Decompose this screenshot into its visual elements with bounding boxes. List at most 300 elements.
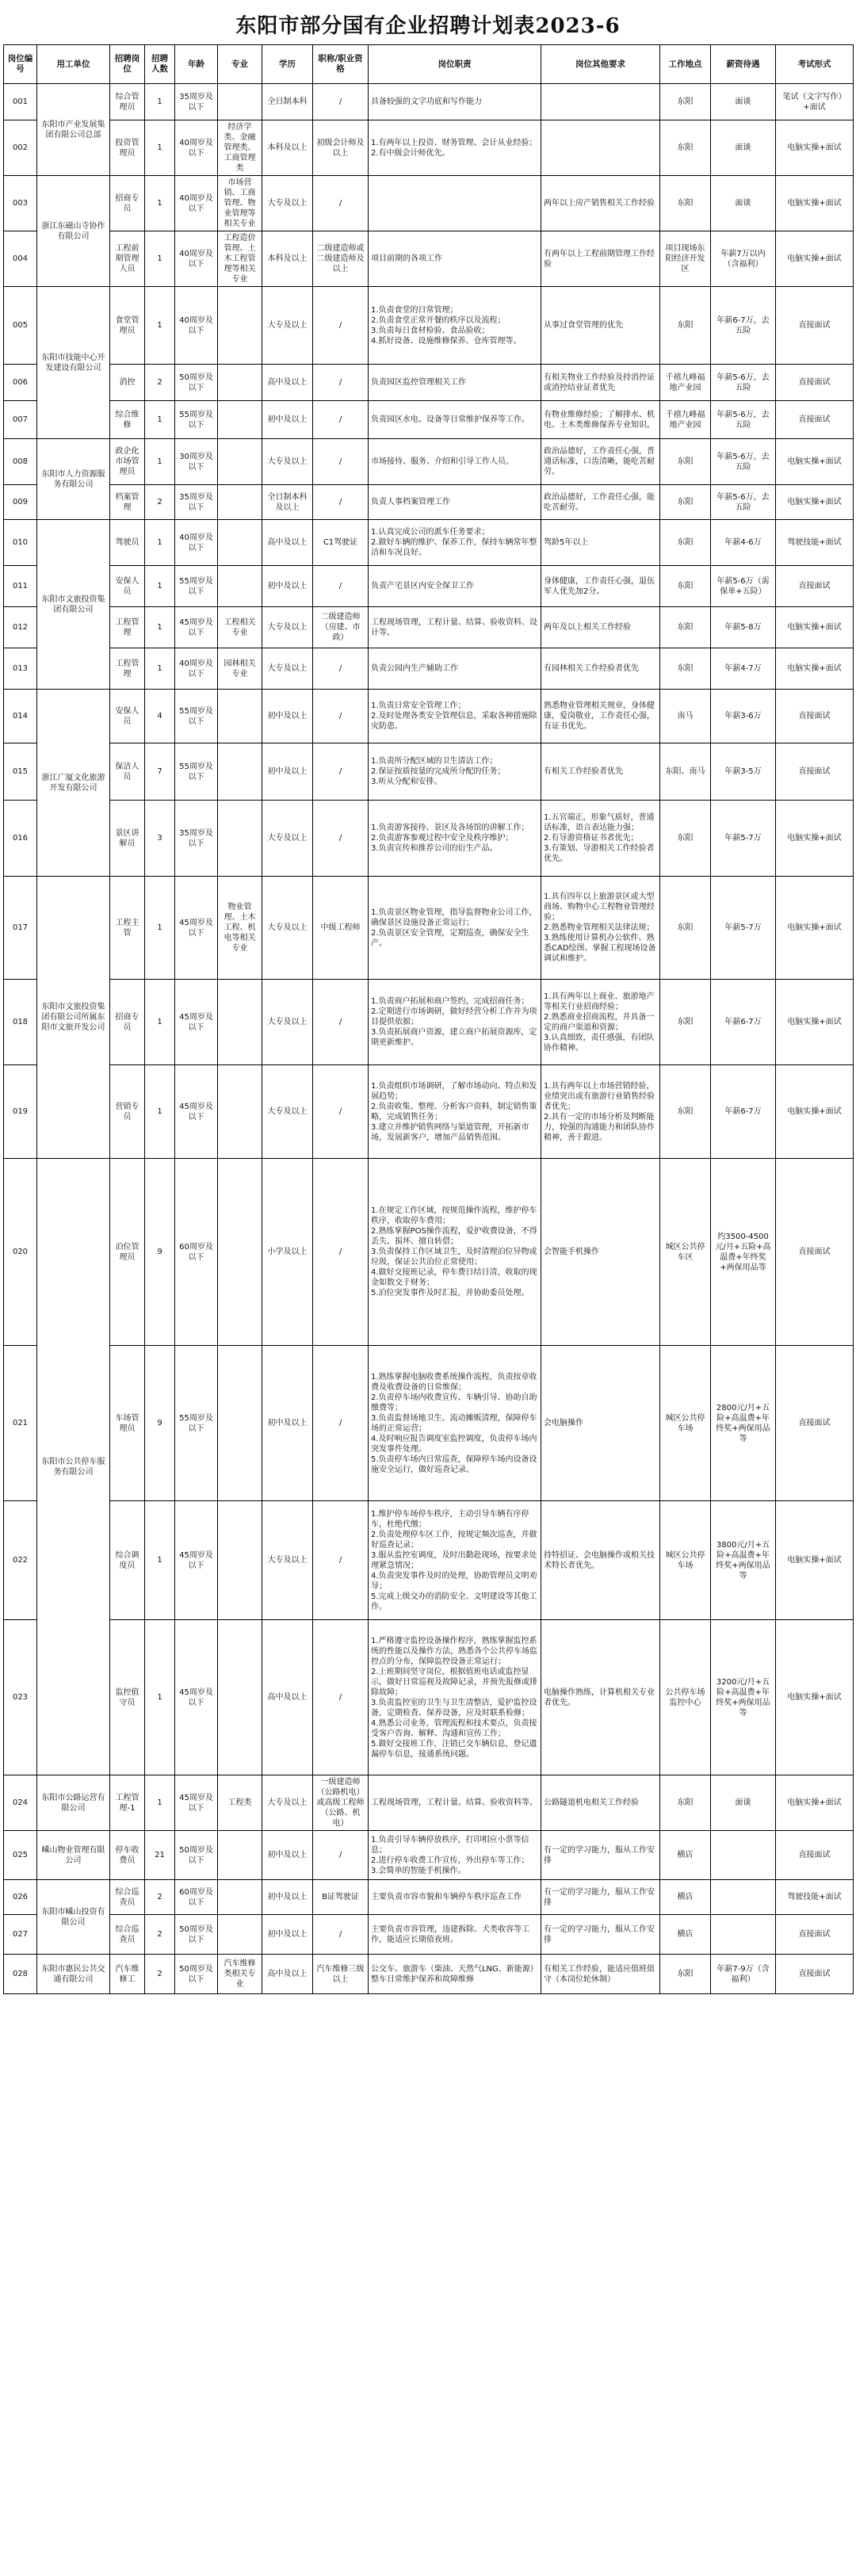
cell-title: / bbox=[313, 439, 369, 485]
cell-age: 50周岁及以下 bbox=[175, 365, 218, 401]
cell-post: 综合巡查员 bbox=[110, 1880, 145, 1915]
cell-exam: 电脑实操+面试 bbox=[776, 980, 854, 1065]
cell-num: 1 bbox=[145, 607, 175, 648]
cell-num: 1 bbox=[145, 1620, 175, 1775]
cell-pay: 年薪6-7万，去五险 bbox=[711, 287, 776, 365]
cell-duty: 1.熟练掌握电脑收费系统操作流程，负责按章收费及收费设备的日常维保； 2.负责停车场内收费宣传、车辆引导、协助自助缴费等； 3.负责监督场地卫生、流动摊贩清理，保障停车场的正常运营； 4.及时响应报告调度室监控调度，负责停车场内突发事件处理。 5.负责停车场内日常巡查，保障停车场内设备设施安全运行，做好巡查记录。 bbox=[369, 1346, 541, 1501]
cell-place: 城区公共停车场 bbox=[660, 1346, 711, 1501]
cell-req: 驾龄5年以上 bbox=[541, 520, 660, 566]
cell-num: 1 bbox=[145, 1775, 175, 1831]
cell-post: 档案管理 bbox=[110, 485, 145, 520]
cell-post: 工程前期管理人员 bbox=[110, 231, 145, 287]
cell-num: 2 bbox=[145, 1915, 175, 1955]
cell-id: 026 bbox=[4, 1880, 37, 1915]
cell-edu: 初中及以上 bbox=[262, 1915, 313, 1955]
cell-age: 55周岁及以下 bbox=[175, 743, 218, 801]
cell-title: / bbox=[313, 485, 369, 520]
cell-req: 会电脑操作 bbox=[541, 1346, 660, 1501]
cell-exam: 电脑实操+面试 bbox=[776, 1065, 854, 1159]
cell-pay: 年薪5-6万，去五险 bbox=[711, 485, 776, 520]
cell-edu: 小学及以上 bbox=[262, 1159, 313, 1346]
cell-post: 车场管理员 bbox=[110, 1346, 145, 1501]
cell-duty: 市场接待、服务、介绍和引导工作人员。 bbox=[369, 439, 541, 485]
cell-place: 东阳 bbox=[660, 84, 711, 120]
cell-exam: 笔试（文字写作）+面试 bbox=[776, 84, 854, 120]
table-row bbox=[4, 1880, 854, 1915]
cell-edu: 初中及以上 bbox=[262, 401, 313, 439]
cell-num: 2 bbox=[145, 1955, 175, 1994]
cell-edu: 初中及以上 bbox=[262, 690, 313, 743]
cell-place: 千禧九峰福地产业园 bbox=[660, 365, 711, 401]
cell-exam: 电脑实操+面试 bbox=[776, 877, 854, 980]
cell-major bbox=[218, 980, 262, 1065]
cell-exam: 电脑实操+面试 bbox=[776, 439, 854, 485]
header-pay: 薪资待遇 bbox=[711, 45, 776, 84]
cell-post: 食堂管理员 bbox=[110, 287, 145, 365]
table-row bbox=[4, 1915, 854, 1955]
cell-req: 政治品德好，工作责任心强，能吃苦耐劳。 bbox=[541, 485, 660, 520]
cell-major bbox=[218, 1159, 262, 1346]
cell-title: / bbox=[313, 801, 369, 877]
cell-duty: 1.负责组织市场调研，了解市场动向、特点和发展趋势； 2.负责收集、整理、分析客户资料，制定销售策略，完成销售任务； 3.建立并维护销售网络与渠道管理，开拓新市场，发展新客户，增加产品销售范围。 bbox=[369, 1065, 541, 1159]
table-row bbox=[4, 287, 854, 365]
table-row bbox=[4, 1831, 854, 1880]
cell-duty: 1.负责游客接待、景区及各场馆的讲解工作； 2.负责游客参观过程中安全及秩序维护； 3.负责宣传和推荐公司的衍生产品。 bbox=[369, 801, 541, 877]
cell-id: 004 bbox=[4, 231, 37, 287]
cell-exam: 直接面试 bbox=[776, 1915, 854, 1955]
table-row bbox=[4, 231, 854, 287]
cell-title: / bbox=[313, 980, 369, 1065]
cell-major bbox=[218, 690, 262, 743]
cell-major: 工程相关专业 bbox=[218, 607, 262, 648]
cell-unit: 东阳市惠民公共交通有限公司 bbox=[37, 1955, 110, 1994]
cell-pay: 年薪6-7万 bbox=[711, 980, 776, 1065]
header-edu: 学历 bbox=[262, 45, 313, 84]
cell-edu: 大专及以上 bbox=[262, 287, 313, 365]
cell-place: 东阳 bbox=[660, 287, 711, 365]
table-row bbox=[4, 1159, 854, 1346]
cell-place: 城区公共停车场 bbox=[660, 1501, 711, 1620]
cell-major bbox=[218, 287, 262, 365]
cell-pay: 年薪7-9万（含福利） bbox=[711, 1955, 776, 1994]
table-row bbox=[4, 176, 854, 231]
cell-req: 有相关工作经验者优先 bbox=[541, 743, 660, 801]
cell-major: 市场营销、工商管理、物业管理等相关专业 bbox=[218, 176, 262, 231]
cell-req: 有相关物业工作经验及持消控证或消控结业证者优先 bbox=[541, 365, 660, 401]
cell-major: 经济学类、金融管理类、工商管理类 bbox=[218, 120, 262, 176]
cell-post: 保洁人员 bbox=[110, 743, 145, 801]
cell-num: 2 bbox=[145, 365, 175, 401]
cell-title: / bbox=[313, 566, 369, 607]
cell-place: 东阳 bbox=[660, 120, 711, 176]
cell-post: 工程管理 bbox=[110, 607, 145, 648]
table-row bbox=[4, 1346, 854, 1501]
header-title: 职称/职业资格 bbox=[313, 45, 369, 84]
table-header-row bbox=[4, 45, 854, 84]
cell-duty: 1.认真完成公司的派车任务要求； 2.做好车辆的维护、保养工作，保持车辆常年整洁和车况良好。 bbox=[369, 520, 541, 566]
cell-id: 006 bbox=[4, 365, 37, 401]
cell-exam: 直接面试 bbox=[776, 1955, 854, 1994]
cell-major bbox=[218, 1915, 262, 1955]
cell-num: 9 bbox=[145, 1346, 175, 1501]
cell-title: / bbox=[313, 1065, 369, 1159]
cell-num: 1 bbox=[145, 566, 175, 607]
cell-edu: 初中及以上 bbox=[262, 1831, 313, 1880]
table-row bbox=[4, 520, 854, 566]
cell-post: 综合管理员 bbox=[110, 84, 145, 120]
cell-place: 东阳 bbox=[660, 648, 711, 690]
cell-num: 1 bbox=[145, 287, 175, 365]
cell-duty: 负责园区监控管理相关工作 bbox=[369, 365, 541, 401]
cell-id: 024 bbox=[4, 1775, 37, 1831]
cell-id: 025 bbox=[4, 1831, 37, 1880]
cell-req: 政治品德好，工作责任心强，普通话标准，口齿清晰，能吃苦耐劳。 bbox=[541, 439, 660, 485]
cell-edu: 全日制本科 bbox=[262, 84, 313, 120]
cell-pay: 3200元/月+五险+高温费+年终奖+两保用品等 bbox=[711, 1620, 776, 1775]
cell-major bbox=[218, 401, 262, 439]
cell-unit: 东阳市文旅投资集团有限公司所属东阳市文旅开发公司 bbox=[37, 877, 110, 1159]
cell-duty: 负责人事档案管理工作 bbox=[369, 485, 541, 520]
cell-num: 1 bbox=[145, 1065, 175, 1159]
cell-edu: 初中及以上 bbox=[262, 1346, 313, 1501]
table-row bbox=[4, 648, 854, 690]
cell-title: 汽车维修三级以上 bbox=[313, 1955, 369, 1994]
cell-id: 014 bbox=[4, 690, 37, 743]
cell-id: 001 bbox=[4, 84, 37, 120]
cell-exam: 电脑实操+面试 bbox=[776, 1775, 854, 1831]
cell-title: / bbox=[313, 648, 369, 690]
cell-duty: 1.负责所分配区域的卫生清洁工作； 2.保证按质按量的完成所分配的任务； 3.听从分配和安排。 bbox=[369, 743, 541, 801]
cell-id: 018 bbox=[4, 980, 37, 1065]
cell-req bbox=[541, 120, 660, 176]
cell-age: 35周岁及以下 bbox=[175, 801, 218, 877]
cell-age: 60周岁及以下 bbox=[175, 1159, 218, 1346]
cell-place: 东阳、南马 bbox=[660, 743, 711, 801]
cell-num: 1 bbox=[145, 1501, 175, 1620]
cell-major: 工程类 bbox=[218, 1775, 262, 1831]
cell-req: 有相关工作经验，能适应值班值守（本岗位轮休制） bbox=[541, 1955, 660, 1994]
cell-exam: 直接面试 bbox=[776, 365, 854, 401]
cell-exam: 电脑实操+面试 bbox=[776, 176, 854, 231]
cell-place: 东阳 bbox=[660, 980, 711, 1065]
cell-age: 40周岁及以下 bbox=[175, 231, 218, 287]
cell-exam: 直接面试 bbox=[776, 287, 854, 365]
cell-id: 015 bbox=[4, 743, 37, 801]
cell-post: 政企化市场管理员 bbox=[110, 439, 145, 485]
cell-exam: 直接面试 bbox=[776, 566, 854, 607]
cell-major bbox=[218, 1620, 262, 1775]
header-post: 招聘岗位 bbox=[110, 45, 145, 84]
cell-num: 4 bbox=[145, 690, 175, 743]
table-row bbox=[4, 1501, 854, 1620]
cell-id: 021 bbox=[4, 1346, 37, 1501]
cell-id: 020 bbox=[4, 1159, 37, 1346]
cell-title: 一级建造师（公路机电）或高级工程师（公路、机电） bbox=[313, 1775, 369, 1831]
cell-exam: 电脑实操+面试 bbox=[776, 1620, 854, 1775]
cell-title: / bbox=[313, 1831, 369, 1880]
cell-place: 东阳 bbox=[660, 877, 711, 980]
cell-duty: 负责产宅景区内安全保卫工作 bbox=[369, 566, 541, 607]
cell-major bbox=[218, 1501, 262, 1620]
header-num: 招聘人数 bbox=[145, 45, 175, 84]
cell-place: 横店 bbox=[660, 1831, 711, 1880]
cell-title: 二级建造师（房建、市政） bbox=[313, 607, 369, 648]
cell-num: 9 bbox=[145, 1159, 175, 1346]
cell-id: 007 bbox=[4, 401, 37, 439]
cell-major bbox=[218, 84, 262, 120]
header-duty: 岗位职责 bbox=[369, 45, 541, 84]
cell-edu: 高中及以上 bbox=[262, 520, 313, 566]
cell-age: 50周岁及以下 bbox=[175, 1915, 218, 1955]
table-row bbox=[4, 120, 854, 176]
cell-unit: 东阳市嵊山投资有限公司 bbox=[37, 1880, 110, 1955]
cell-pay: 年薪5-8万 bbox=[711, 607, 776, 648]
cell-pay: 年薪3-5万 bbox=[711, 743, 776, 801]
cell-major bbox=[218, 1065, 262, 1159]
cell-id: 002 bbox=[4, 120, 37, 176]
cell-age: 55周岁及以下 bbox=[175, 690, 218, 743]
cell-duty: 公交车、旅游车（柴油、天然气LNG、新能源）整车日常维护保养和故障维修 bbox=[369, 1955, 541, 1994]
cell-req: 1.具有四年以上旅游景区或大型商场、购物中心工程物业管理经验； 2.熟悉物业管理相关法律法规； 3.熟练使用计算机办公软件、熟悉CAD绘图、掌握工程现场设备调试和维护。 bbox=[541, 877, 660, 980]
cell-place: 城区公共停车区 bbox=[660, 1159, 711, 1346]
cell-duty: 主要负责市容管理，违建拆除、犬类收容等工作，能适应长期值夜班。 bbox=[369, 1915, 541, 1955]
cell-post: 工程管理 bbox=[110, 648, 145, 690]
cell-place: 东阳 bbox=[660, 801, 711, 877]
cell-req: 有物业维修经验；了解排水、机电、土木类维修保养专业知识。 bbox=[541, 401, 660, 439]
cell-duty: 1.有两年以上投资、财务管理、会计从业经验； 2.有中级会计师优先。 bbox=[369, 120, 541, 176]
cell-age: 55周岁及以下 bbox=[175, 566, 218, 607]
cell-exam: 电脑实操+面试 bbox=[776, 801, 854, 877]
cell-unit: 浙江广厦文化旅游开发有限公司 bbox=[37, 690, 110, 877]
cell-exam: 驾驶技能+面试 bbox=[776, 1880, 854, 1915]
cell-edu: 大专及以上 bbox=[262, 1501, 313, 1620]
header-req: 岗位其他要求 bbox=[541, 45, 660, 84]
cell-num: 2 bbox=[145, 1880, 175, 1915]
cell-duty: 工程现场管理，工程计量、结算、验收资料等。 bbox=[369, 1775, 541, 1831]
cell-title: B证驾驶证 bbox=[313, 1880, 369, 1915]
cell-major bbox=[218, 1880, 262, 1915]
table-row bbox=[4, 607, 854, 648]
cell-pay: 面谈 bbox=[711, 84, 776, 120]
cell-age: 60周岁及以下 bbox=[175, 1880, 218, 1915]
cell-post: 营销专员 bbox=[110, 1065, 145, 1159]
header-exam: 考试形式 bbox=[776, 45, 854, 84]
cell-exam: 电脑实操+面试 bbox=[776, 120, 854, 176]
cell-unit: 东阳市文旅投资集团有限公司 bbox=[37, 520, 110, 690]
cell-title: C1驾驶证 bbox=[313, 520, 369, 566]
cell-major bbox=[218, 1831, 262, 1880]
table-row bbox=[4, 1955, 854, 1994]
table-row bbox=[4, 566, 854, 607]
cell-place: 横店 bbox=[660, 1880, 711, 1915]
page-title: 东阳市部分国有企业招聘计划表2023-6 bbox=[235, 14, 621, 38]
cell-pay: 年薪5-6万（需保单+五险） bbox=[711, 566, 776, 607]
header-id: 岗位编号 bbox=[4, 45, 37, 84]
cell-title: / bbox=[313, 743, 369, 801]
cell-major bbox=[218, 485, 262, 520]
cell-num: 3 bbox=[145, 801, 175, 877]
cell-place: 东阳 bbox=[660, 1775, 711, 1831]
cell-duty: 负责公园内生产辅助工作 bbox=[369, 648, 541, 690]
cell-id: 028 bbox=[4, 1955, 37, 1994]
cell-exam: 电脑实操+面试 bbox=[776, 231, 854, 287]
cell-place: 公共停车场监控中心 bbox=[660, 1620, 711, 1775]
cell-age: 45周岁及以下 bbox=[175, 1065, 218, 1159]
cell-edu: 大专及以上 bbox=[262, 1065, 313, 1159]
cell-pay: 年薪7万以内（含福利） bbox=[711, 231, 776, 287]
cell-major: 物业管理、土木工程、机电等相关专业 bbox=[218, 877, 262, 980]
cell-exam: 驾驶技能+面试 bbox=[776, 520, 854, 566]
cell-duty: 1.负责食堂的日常管理； 2.负责食堂正常开餐的秩序以及流程； 3.负责每日食材检验、食品验收； 4.抓好设备、设施维修保养、仓库管理等。 bbox=[369, 287, 541, 365]
cell-post: 综合维修 bbox=[110, 401, 145, 439]
cell-id: 003 bbox=[4, 176, 37, 231]
cell-age: 35周岁及以下 bbox=[175, 84, 218, 120]
cell-post: 安保人员 bbox=[110, 566, 145, 607]
cell-post: 综合调度员 bbox=[110, 1501, 145, 1620]
cell-age: 40周岁及以下 bbox=[175, 648, 218, 690]
cell-title: 初级会计师及以上 bbox=[313, 120, 369, 176]
cell-post: 工程管理-1 bbox=[110, 1775, 145, 1831]
table-body bbox=[4, 84, 854, 1994]
table-row bbox=[4, 690, 854, 743]
cell-id: 023 bbox=[4, 1620, 37, 1775]
cell-pay: 年薪6-7万 bbox=[711, 1065, 776, 1159]
cell-pay: 面谈 bbox=[711, 120, 776, 176]
cell-unit: 东阳市公路运营有限公司 bbox=[37, 1775, 110, 1831]
cell-pay: 年薪5-7万 bbox=[711, 877, 776, 980]
cell-place: 东阳 bbox=[660, 566, 711, 607]
cell-unit: 浙江东磁山寺协作有限公司 bbox=[37, 176, 110, 287]
table-row bbox=[4, 1775, 854, 1831]
cell-age: 45周岁及以下 bbox=[175, 877, 218, 980]
cell-pay bbox=[711, 1831, 776, 1880]
cell-req: 持特招证、会电脑操作或相关技术特长者优先。 bbox=[541, 1501, 660, 1620]
cell-duty: 1.负责商户拓展和商户签约，完成招商任务； 2.定期进行市场调研，做好经营分析工作并为项目提供依据； 3.负责拓展商户资源，建立商户拓展资源库，定期更新维护。 bbox=[369, 980, 541, 1065]
cell-title: / bbox=[313, 1620, 369, 1775]
cell-pay: 2800元/月+五险+高温费+年终奖+两保用品等 bbox=[711, 1346, 776, 1501]
cell-pay bbox=[711, 1915, 776, 1955]
cell-title: / bbox=[313, 690, 369, 743]
header-place: 工作地点 bbox=[660, 45, 711, 84]
cell-post: 招商专员 bbox=[110, 980, 145, 1065]
cell-req: 身体健康，工作责任心强，退伍军人优先加2分。 bbox=[541, 566, 660, 607]
header-major: 专业 bbox=[218, 45, 262, 84]
header-unit: 用工单位 bbox=[37, 45, 110, 84]
cell-edu: 大专及以上 bbox=[262, 648, 313, 690]
cell-title: 二级建造师或二级建造师及以上 bbox=[313, 231, 369, 287]
cell-post: 招商专员 bbox=[110, 176, 145, 231]
cell-edu: 大专及以上 bbox=[262, 877, 313, 980]
cell-duty: 1.负责引导车辆停放秩序，打印相应小票等信息； 2.进行停车收费工作宣传，外出停车等工作； 3.会简单的智能手机操作。 bbox=[369, 1831, 541, 1880]
cell-edu: 高中及以上 bbox=[262, 1955, 313, 1994]
cell-id: 008 bbox=[4, 439, 37, 485]
cell-post: 综合巡查员 bbox=[110, 1915, 145, 1955]
cell-major: 园林相关专业 bbox=[218, 648, 262, 690]
cell-duty: 1.负责景区物业管理，指导监督物业公司工作，确保景区设施设备正常运行； 2.负责景区安全管理，定期巡查，确保安全生产。 bbox=[369, 877, 541, 980]
cell-num: 21 bbox=[145, 1831, 175, 1880]
cell-place: 千禧九峰福地产业园 bbox=[660, 401, 711, 439]
cell-age: 35周岁及以下 bbox=[175, 485, 218, 520]
cell-num: 1 bbox=[145, 120, 175, 176]
cell-req: 1.具有两年以上商业、旅游地产等相关行业招商经验； 2.熟悉商业招商流程，并具备一定的商户渠道和资源； 3.认真细致，责任感强，有团队协作精神。 bbox=[541, 980, 660, 1065]
cell-req: 两年以上房产销售相关工作经验 bbox=[541, 176, 660, 231]
cell-exam: 直接面试 bbox=[776, 690, 854, 743]
cell-edu: 大专及以上 bbox=[262, 980, 313, 1065]
cell-edu: 大专及以上 bbox=[262, 176, 313, 231]
cell-age: 55周岁及以下 bbox=[175, 401, 218, 439]
cell-title: / bbox=[313, 1501, 369, 1620]
cell-age: 30周岁及以下 bbox=[175, 439, 218, 485]
cell-num: 1 bbox=[145, 648, 175, 690]
cell-edu: 大专及以上 bbox=[262, 801, 313, 877]
cell-num: 1 bbox=[145, 84, 175, 120]
cell-id: 017 bbox=[4, 877, 37, 980]
cell-post: 泊位管理员 bbox=[110, 1159, 145, 1346]
table-row bbox=[4, 801, 854, 877]
cell-pay: 年薪5-6万，去五险 bbox=[711, 439, 776, 485]
cell-major bbox=[218, 743, 262, 801]
cell-duty bbox=[369, 176, 541, 231]
cell-exam: 电脑实操+面试 bbox=[776, 607, 854, 648]
cell-age: 55周岁及以下 bbox=[175, 1346, 218, 1501]
cell-age: 45周岁及以下 bbox=[175, 1775, 218, 1831]
table-row bbox=[4, 401, 854, 439]
recruitment-table bbox=[3, 44, 854, 1994]
cell-post: 消控 bbox=[110, 365, 145, 401]
cell-num: 2 bbox=[145, 485, 175, 520]
cell-id: 005 bbox=[4, 287, 37, 365]
cell-id: 013 bbox=[4, 648, 37, 690]
cell-pay: 3800元/月+五险+高温费+年终奖+两保用品等 bbox=[711, 1501, 776, 1620]
cell-id: 022 bbox=[4, 1501, 37, 1620]
cell-duty: 1.严格遵守监控设备操作程序，熟练掌握监控系统的性能以及操作方法，熟悉各个公共停车场监控点的分布，保障监控设备正常运行； 2.上班期间坚守岗位，根据值班电话或监控显示，做好日常巡视及故障记录，并预先报修或排除故障； 3.负责监控室的卫生与卫生清整洁，爱护监控设备，定期检查、保养设备，应及时联系检修； 4.熟悉公司业务，管理流程和技术要点，负责接受客户咨询、解释、沟通和宣传工作； 5.做好交接班工作，注销已交车辆信息，登记遗漏停车信息，接通系统问题。 bbox=[369, 1620, 541, 1775]
cell-pay: 约3500-4500元/月+五险+高温费+年终奖+两保用品等 bbox=[711, 1159, 776, 1346]
cell-pay: 年薪5-7万 bbox=[711, 801, 776, 877]
cell-unit: 东阳市人力资源服务有限公司 bbox=[37, 439, 110, 520]
cell-place: 东阳 bbox=[660, 607, 711, 648]
cell-exam: 直接面试 bbox=[776, 1831, 854, 1880]
cell-exam: 直接面试 bbox=[776, 743, 854, 801]
cell-req: 1.具有两年以上市场营销经验，业绩突出或有旅游行业销售经验者优先； 2.具有一定的市场分析及判断能力，较强的沟通能力和团队协作精神，善于跟进。 bbox=[541, 1065, 660, 1159]
cell-major bbox=[218, 801, 262, 877]
cell-age: 45周岁及以下 bbox=[175, 1501, 218, 1620]
cell-id: 011 bbox=[4, 566, 37, 607]
cell-exam: 直接面试 bbox=[776, 1346, 854, 1501]
cell-age: 45周岁及以下 bbox=[175, 607, 218, 648]
cell-edu: 初中及以上 bbox=[262, 566, 313, 607]
cell-age: 50周岁及以下 bbox=[175, 1831, 218, 1880]
cell-post: 驾驶员 bbox=[110, 520, 145, 566]
cell-post: 汽车维修工 bbox=[110, 1955, 145, 1994]
cell-duty: 负责园区水电、设备等日常维护保养等工作。 bbox=[369, 401, 541, 439]
cell-req: 有两年以上工程前期管理工作经验 bbox=[541, 231, 660, 287]
cell-edu: 高中及以上 bbox=[262, 365, 313, 401]
cell-pay: 年薪4-6万 bbox=[711, 520, 776, 566]
cell-pay bbox=[711, 1880, 776, 1915]
cell-title: / bbox=[313, 1915, 369, 1955]
table-row bbox=[4, 743, 854, 801]
header-age: 年龄 bbox=[175, 45, 218, 84]
cell-id: 012 bbox=[4, 607, 37, 648]
cell-num: 7 bbox=[145, 743, 175, 801]
cell-major bbox=[218, 520, 262, 566]
cell-exam: 直接面试 bbox=[776, 401, 854, 439]
cell-title: 中级工程师 bbox=[313, 877, 369, 980]
cell-place: 东阳 bbox=[660, 520, 711, 566]
cell-edu: 本科及以上 bbox=[262, 120, 313, 176]
cell-pay: 年薪4-7万 bbox=[711, 648, 776, 690]
table-row bbox=[4, 84, 854, 120]
